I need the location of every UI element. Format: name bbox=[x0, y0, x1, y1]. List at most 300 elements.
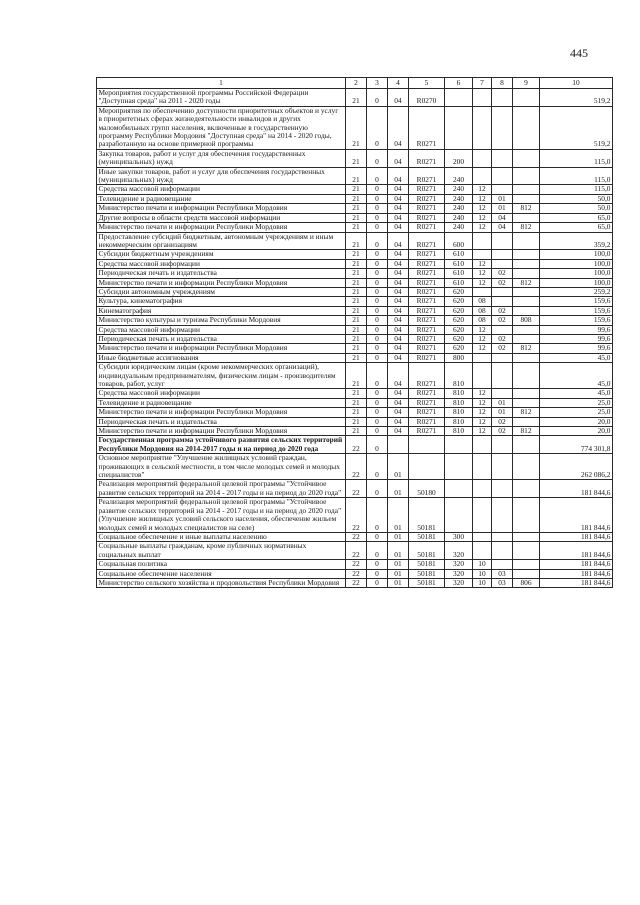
row-value-cell: 01 bbox=[492, 194, 513, 203]
row-name-cell: Субсидии бюджетным учреждениям bbox=[97, 250, 346, 259]
row-value-cell: 45,0 bbox=[540, 389, 613, 398]
row-value-cell: 03 bbox=[492, 569, 513, 578]
row-value-cell: 240 bbox=[445, 167, 473, 185]
row-value-cell: 812 bbox=[513, 223, 540, 232]
row-value-cell: R0271 bbox=[409, 194, 445, 203]
row-value-cell: 0 bbox=[367, 542, 388, 560]
row-value-cell: 115,0 bbox=[540, 185, 613, 194]
row-value-cell: R0271 bbox=[409, 427, 445, 436]
column-header: 1 bbox=[97, 78, 346, 89]
table-row bbox=[97, 278, 613, 287]
row-name-cell: Министерство печати и информации Республики Мордовия bbox=[97, 223, 346, 232]
row-value-cell: 0 bbox=[367, 316, 388, 325]
row-value-cell: 04 bbox=[388, 204, 409, 213]
row-value-cell bbox=[513, 353, 540, 362]
row-value-cell bbox=[492, 250, 513, 259]
row-value-cell: 04 bbox=[388, 408, 409, 417]
row-value-cell: 620 bbox=[445, 306, 473, 315]
table-row bbox=[97, 297, 613, 306]
row-value-cell: 620 bbox=[445, 287, 473, 296]
table-row bbox=[97, 560, 613, 569]
row-value-cell bbox=[513, 232, 540, 250]
row-value-cell: 200 bbox=[445, 149, 473, 167]
row-value-cell: 0 bbox=[367, 106, 388, 149]
row-value-cell: 01 bbox=[388, 578, 409, 587]
row-value-cell: 610 bbox=[445, 269, 473, 278]
row-value-cell: 20,0 bbox=[540, 417, 613, 426]
row-name-cell: Основное мероприятие "Улучшение жилищных условий граждан, проживающих в сельской местности, в том числе молодых семей и молодых специалистов" bbox=[97, 454, 346, 480]
row-value-cell: 50181 bbox=[409, 569, 445, 578]
row-value-cell: 21 bbox=[346, 398, 367, 407]
row-name-cell: Средства массовой информации bbox=[97, 259, 346, 268]
row-value-cell bbox=[473, 232, 492, 250]
row-value-cell: 12 bbox=[473, 269, 492, 278]
table-row bbox=[97, 223, 613, 232]
row-value-cell: 22 bbox=[346, 569, 367, 578]
row-value-cell: 610 bbox=[445, 250, 473, 259]
row-value-cell: 0 bbox=[367, 297, 388, 306]
table-row bbox=[97, 259, 613, 268]
table-row bbox=[97, 167, 613, 185]
row-value-cell: 181 844,6 bbox=[540, 498, 613, 533]
row-value-cell: 04 bbox=[388, 334, 409, 343]
row-name-cell: Средства массовой информации bbox=[97, 185, 346, 194]
row-value-cell: R0271 bbox=[409, 232, 445, 250]
row-value-cell: 620 bbox=[445, 334, 473, 343]
row-value-cell: 240 bbox=[445, 185, 473, 194]
row-value-cell: 181 844,6 bbox=[540, 480, 613, 498]
row-value-cell bbox=[445, 106, 473, 149]
row-value-cell bbox=[492, 106, 513, 149]
row-value-cell: 21 bbox=[346, 408, 367, 417]
table-row bbox=[97, 185, 613, 194]
row-name-cell: Мероприятия по обеспечению доступности приоритетных объектов и услуг в приоритетных сферах жизнедеятельности инвалидов и других маломобильных групп населения, включенные в государственную программу Республики Мордовия "Доступная среда" на 2014 - 2020 годы, разработанную на основе примерной программы bbox=[97, 106, 346, 149]
row-value-cell: 159,6 bbox=[540, 297, 613, 306]
row-value-cell: 12 bbox=[473, 223, 492, 232]
row-value-cell: 04 bbox=[388, 278, 409, 287]
row-value-cell: 240 bbox=[445, 204, 473, 213]
row-value-cell: 12 bbox=[473, 185, 492, 194]
row-name-cell: Телевидение и радиовещание bbox=[97, 398, 346, 407]
row-value-cell: 21 bbox=[346, 106, 367, 149]
row-value-cell: 159,6 bbox=[540, 306, 613, 315]
row-value-cell: 02 bbox=[492, 306, 513, 315]
row-value-cell: 320 bbox=[445, 542, 473, 560]
row-value-cell bbox=[513, 149, 540, 167]
row-name-cell: Министерство печати и информации Республики Мордовия bbox=[97, 204, 346, 213]
row-value-cell bbox=[513, 89, 540, 107]
page-number: 445 bbox=[570, 46, 588, 60]
row-value-cell bbox=[473, 353, 492, 362]
row-value-cell: 12 bbox=[473, 213, 492, 222]
row-value-cell: 0 bbox=[367, 269, 388, 278]
row-value-cell: 04 bbox=[388, 398, 409, 407]
row-value-cell: 620 bbox=[445, 344, 473, 353]
table-row bbox=[97, 344, 613, 353]
row-value-cell: 600 bbox=[445, 232, 473, 250]
header-row bbox=[97, 78, 613, 89]
row-value-cell bbox=[445, 89, 473, 107]
row-value-cell: 0 bbox=[367, 149, 388, 167]
row-value-cell: 21 bbox=[346, 389, 367, 398]
row-value-cell: 02 bbox=[492, 278, 513, 287]
row-value-cell: 01 bbox=[388, 480, 409, 498]
row-value-cell: 50181 bbox=[409, 578, 445, 587]
row-value-cell bbox=[492, 454, 513, 480]
row-value-cell: 02 bbox=[492, 427, 513, 436]
row-value-cell: R0271 bbox=[409, 278, 445, 287]
row-value-cell: 02 bbox=[492, 269, 513, 278]
row-value-cell: 812 bbox=[513, 427, 540, 436]
row-value-cell: R0271 bbox=[409, 417, 445, 426]
row-value-cell bbox=[513, 106, 540, 149]
row-value-cell: 810 bbox=[445, 417, 473, 426]
row-value-cell: 0 bbox=[367, 532, 388, 541]
row-value-cell: 21 bbox=[346, 167, 367, 185]
row-value-cell bbox=[492, 325, 513, 334]
row-value-cell bbox=[513, 167, 540, 185]
row-value-cell: 04 bbox=[388, 417, 409, 426]
row-value-cell: 240 bbox=[445, 194, 473, 203]
row-value-cell: 0 bbox=[367, 578, 388, 587]
table-row bbox=[97, 106, 613, 149]
row-value-cell bbox=[445, 498, 473, 533]
row-value-cell bbox=[492, 532, 513, 541]
row-value-cell: R0271 bbox=[409, 297, 445, 306]
row-value-cell bbox=[513, 334, 540, 343]
row-value-cell: 02 bbox=[492, 316, 513, 325]
row-value-cell: R0271 bbox=[409, 250, 445, 259]
table-row bbox=[97, 417, 613, 426]
row-value-cell: 0 bbox=[367, 353, 388, 362]
row-value-cell bbox=[445, 436, 473, 454]
row-value-cell: 0 bbox=[367, 344, 388, 353]
row-value-cell: 65,0 bbox=[540, 223, 613, 232]
row-value-cell bbox=[513, 398, 540, 407]
row-value-cell bbox=[388, 436, 409, 454]
row-value-cell bbox=[513, 436, 540, 454]
row-value-cell: 50,0 bbox=[540, 204, 613, 213]
row-value-cell: 0 bbox=[367, 306, 388, 315]
row-value-cell: 21 bbox=[346, 306, 367, 315]
row-value-cell bbox=[492, 436, 513, 454]
column-header: 8 bbox=[492, 78, 513, 89]
table-row bbox=[97, 306, 613, 315]
row-value-cell bbox=[513, 185, 540, 194]
row-value-cell: 519,2 bbox=[540, 106, 613, 149]
row-value-cell: 100,0 bbox=[540, 278, 613, 287]
row-value-cell: R0271 bbox=[409, 167, 445, 185]
row-value-cell: 21 bbox=[346, 344, 367, 353]
row-value-cell: 100,0 bbox=[540, 269, 613, 278]
column-header: 7 bbox=[473, 78, 492, 89]
row-value-cell: 04 bbox=[388, 185, 409, 194]
row-value-cell: R0271 bbox=[409, 363, 445, 389]
row-value-cell bbox=[409, 436, 445, 454]
row-value-cell: 810 bbox=[445, 408, 473, 417]
column-header: 6 bbox=[445, 78, 473, 89]
table-row bbox=[97, 89, 613, 107]
row-value-cell: 04 bbox=[388, 194, 409, 203]
row-name-cell: Иные закупки товаров, работ и услуг для обеспечения государственных (муниципальных) нужд bbox=[97, 167, 346, 185]
row-value-cell: 02 bbox=[492, 334, 513, 343]
row-value-cell: 10 bbox=[473, 569, 492, 578]
row-value-cell bbox=[473, 454, 492, 480]
row-value-cell: 21 bbox=[346, 325, 367, 334]
row-value-cell: 01 bbox=[388, 454, 409, 480]
row-value-cell: 04 bbox=[388, 250, 409, 259]
row-value-cell: 50181 bbox=[409, 498, 445, 533]
row-value-cell: 181 844,6 bbox=[540, 578, 613, 587]
row-value-cell bbox=[473, 498, 492, 533]
row-value-cell: 21 bbox=[346, 259, 367, 268]
row-value-cell bbox=[473, 436, 492, 454]
row-value-cell bbox=[513, 569, 540, 578]
row-value-cell: R0271 bbox=[409, 213, 445, 222]
row-value-cell: R0271 bbox=[409, 287, 445, 296]
row-value-cell bbox=[492, 259, 513, 268]
row-value-cell: 300 bbox=[445, 532, 473, 541]
row-value-cell: 21 bbox=[346, 353, 367, 362]
row-value-cell: 45,0 bbox=[540, 363, 613, 389]
row-value-cell: 50181 bbox=[409, 542, 445, 560]
row-value-cell: 0 bbox=[367, 213, 388, 222]
row-value-cell bbox=[492, 89, 513, 107]
row-value-cell: 22 bbox=[346, 560, 367, 569]
row-value-cell bbox=[492, 480, 513, 498]
row-name-cell: Средства массовой информации bbox=[97, 389, 346, 398]
row-value-cell: 20,0 bbox=[540, 427, 613, 436]
row-value-cell: R0271 bbox=[409, 269, 445, 278]
row-value-cell: 0 bbox=[367, 194, 388, 203]
row-value-cell: 21 bbox=[346, 363, 367, 389]
budget-table bbox=[96, 77, 613, 588]
table-row bbox=[97, 363, 613, 389]
row-value-cell: 01 bbox=[388, 542, 409, 560]
row-value-cell: 21 bbox=[346, 213, 367, 222]
row-value-cell bbox=[492, 232, 513, 250]
row-value-cell: 25,0 bbox=[540, 398, 613, 407]
row-value-cell: 21 bbox=[346, 297, 367, 306]
row-value-cell: 0 bbox=[367, 250, 388, 259]
row-name-cell: Министерство печати и информации Республики Мордовия bbox=[97, 427, 346, 436]
row-value-cell: 12 bbox=[473, 408, 492, 417]
row-value-cell: 0 bbox=[367, 454, 388, 480]
row-value-cell: 01 bbox=[388, 532, 409, 541]
column-header: 4 bbox=[388, 78, 409, 89]
table-row bbox=[97, 269, 613, 278]
row-value-cell bbox=[513, 363, 540, 389]
row-value-cell: 04 bbox=[388, 259, 409, 268]
row-name-cell: Кинематография bbox=[97, 306, 346, 315]
row-value-cell: 320 bbox=[445, 569, 473, 578]
table-row bbox=[97, 287, 613, 296]
row-value-cell: 0 bbox=[367, 89, 388, 107]
row-value-cell bbox=[513, 454, 540, 480]
row-value-cell: 02 bbox=[492, 344, 513, 353]
row-value-cell: 04 bbox=[388, 316, 409, 325]
row-value-cell bbox=[492, 560, 513, 569]
row-value-cell: 12 bbox=[473, 259, 492, 268]
row-value-cell: 0 bbox=[367, 398, 388, 407]
row-value-cell: 10 bbox=[473, 560, 492, 569]
row-value-cell bbox=[473, 89, 492, 107]
table-row bbox=[97, 408, 613, 417]
row-value-cell: 12 bbox=[473, 398, 492, 407]
row-value-cell: 320 bbox=[445, 560, 473, 569]
row-value-cell bbox=[473, 106, 492, 149]
row-value-cell: R0271 bbox=[409, 353, 445, 362]
row-value-cell: 22 bbox=[346, 454, 367, 480]
row-name-cell: Министерство сельского хозяйства и продовольствия Республики Мордовия bbox=[97, 578, 346, 587]
row-value-cell: 21 bbox=[346, 269, 367, 278]
table-row bbox=[97, 325, 613, 334]
row-value-cell: 519,2 bbox=[540, 89, 613, 107]
row-value-cell bbox=[513, 259, 540, 268]
row-value-cell: 159,6 bbox=[540, 316, 613, 325]
row-value-cell bbox=[513, 389, 540, 398]
row-value-cell: 0 bbox=[367, 232, 388, 250]
row-value-cell: 812 bbox=[513, 344, 540, 353]
row-value-cell: 620 bbox=[445, 297, 473, 306]
table-row bbox=[97, 578, 613, 587]
row-name-cell: Реализация мероприятий федеральной целевой программы "Устойчивое развитие сельских территорий на 2014 - 2017 годы и на период до 2020 года" bbox=[97, 480, 346, 498]
column-header: 3 bbox=[367, 78, 388, 89]
row-value-cell: 21 bbox=[346, 204, 367, 213]
row-name-cell: Иные бюджетные ассигнования bbox=[97, 353, 346, 362]
row-value-cell: 21 bbox=[346, 316, 367, 325]
row-value-cell: 04 bbox=[388, 89, 409, 107]
table-row bbox=[97, 250, 613, 259]
row-value-cell: 181 844,6 bbox=[540, 569, 613, 578]
row-name-cell: Государственная программа устойчивого развития сельских территорий Республики Мордовия на 2014-2017 годы и на период до 2020 года bbox=[97, 436, 346, 454]
table-row bbox=[97, 498, 613, 533]
row-value-cell bbox=[492, 185, 513, 194]
row-name-cell: Социальная политика bbox=[97, 560, 346, 569]
row-value-cell bbox=[492, 167, 513, 185]
row-value-cell: 04 bbox=[388, 325, 409, 334]
row-value-cell: 810 bbox=[445, 389, 473, 398]
row-value-cell: 99,6 bbox=[540, 325, 613, 334]
row-name-cell: Периодическая печать и издательства bbox=[97, 334, 346, 343]
row-value-cell: 22 bbox=[346, 498, 367, 533]
row-value-cell: 04 bbox=[388, 287, 409, 296]
row-value-cell: 0 bbox=[367, 167, 388, 185]
row-name-cell: Социальное обеспечение населения bbox=[97, 569, 346, 578]
row-value-cell: 01 bbox=[492, 204, 513, 213]
row-value-cell: 04 bbox=[492, 223, 513, 232]
row-value-cell: 0 bbox=[367, 223, 388, 232]
row-value-cell: R0270 bbox=[409, 89, 445, 107]
row-value-cell: 0 bbox=[367, 287, 388, 296]
row-value-cell: 12 bbox=[473, 427, 492, 436]
row-value-cell: 04 bbox=[388, 232, 409, 250]
row-value-cell: 01 bbox=[492, 398, 513, 407]
row-name-cell: Реализация мероприятий федеральной целевой программы "Устойчивое развитие сельских территорий на 2014 - 2017 годы и на период до 2020 года" (Улучшение жилищных условий сельского населения, обеспечение жильем молодых семей и молодых специалистов на селе) bbox=[97, 498, 346, 533]
row-value-cell: 100,0 bbox=[540, 259, 613, 268]
row-value-cell: 0 bbox=[367, 389, 388, 398]
row-value-cell bbox=[513, 287, 540, 296]
row-value-cell bbox=[445, 454, 473, 480]
row-value-cell: 0 bbox=[367, 185, 388, 194]
row-value-cell: 03 bbox=[492, 578, 513, 587]
row-value-cell: 04 bbox=[388, 306, 409, 315]
row-value-cell: 0 bbox=[367, 560, 388, 569]
row-value-cell: 08 bbox=[473, 306, 492, 315]
row-name-cell: Министерство печати и информации Республики Мордовия bbox=[97, 278, 346, 287]
row-value-cell: 04 bbox=[388, 167, 409, 185]
row-value-cell bbox=[473, 287, 492, 296]
row-value-cell: 0 bbox=[367, 569, 388, 578]
row-value-cell: 21 bbox=[346, 185, 367, 194]
table-row bbox=[97, 204, 613, 213]
row-value-cell: 99,6 bbox=[540, 344, 613, 353]
table-row bbox=[97, 436, 613, 454]
row-value-cell: 22 bbox=[346, 532, 367, 541]
row-value-cell bbox=[513, 560, 540, 569]
row-value-cell: 01 bbox=[388, 569, 409, 578]
row-value-cell bbox=[513, 498, 540, 533]
row-value-cell bbox=[513, 297, 540, 306]
row-value-cell: 240 bbox=[445, 213, 473, 222]
row-name-cell: Министерство печати и информации Республики Мордовия bbox=[97, 344, 346, 353]
row-value-cell: 50181 bbox=[409, 560, 445, 569]
row-value-cell: 115,0 bbox=[540, 167, 613, 185]
row-value-cell: 08 bbox=[473, 316, 492, 325]
row-name-cell: Телевидение и радиовещание bbox=[97, 194, 346, 203]
row-value-cell: R0271 bbox=[409, 306, 445, 315]
row-name-cell: Министерство печати и информации Республики Мордовия bbox=[97, 408, 346, 417]
row-value-cell: 620 bbox=[445, 316, 473, 325]
row-value-cell: 21 bbox=[346, 287, 367, 296]
row-value-cell: 21 bbox=[346, 334, 367, 343]
row-value-cell: 21 bbox=[346, 250, 367, 259]
row-value-cell: 12 bbox=[473, 334, 492, 343]
row-value-cell bbox=[513, 532, 540, 541]
row-value-cell: R0271 bbox=[409, 106, 445, 149]
row-value-cell bbox=[492, 287, 513, 296]
row-value-cell bbox=[445, 480, 473, 498]
row-value-cell: 0 bbox=[367, 325, 388, 334]
table-row bbox=[97, 194, 613, 203]
row-value-cell: 04 bbox=[388, 389, 409, 398]
row-name-cell: Средства массовой информации bbox=[97, 325, 346, 334]
table-row bbox=[97, 542, 613, 560]
table-row bbox=[97, 398, 613, 407]
table-row bbox=[97, 316, 613, 325]
row-value-cell: R0271 bbox=[409, 408, 445, 417]
row-value-cell: R0271 bbox=[409, 334, 445, 343]
row-value-cell bbox=[513, 480, 540, 498]
table-row bbox=[97, 213, 613, 222]
row-value-cell: 262 086,2 bbox=[540, 454, 613, 480]
row-value-cell: R0271 bbox=[409, 149, 445, 167]
row-value-cell bbox=[473, 480, 492, 498]
table-row bbox=[97, 454, 613, 480]
row-value-cell: 22 bbox=[346, 480, 367, 498]
row-name-cell: Другие вопросы в области средств массовой информации bbox=[97, 213, 346, 222]
row-value-cell: R0271 bbox=[409, 223, 445, 232]
row-value-cell: 0 bbox=[367, 204, 388, 213]
row-value-cell: 50180 bbox=[409, 480, 445, 498]
row-value-cell: 21 bbox=[346, 89, 367, 107]
row-value-cell: 812 bbox=[513, 278, 540, 287]
row-value-cell: 21 bbox=[346, 417, 367, 426]
row-value-cell bbox=[409, 454, 445, 480]
row-value-cell bbox=[492, 542, 513, 560]
row-value-cell: 610 bbox=[445, 278, 473, 287]
row-value-cell: 21 bbox=[346, 278, 367, 287]
